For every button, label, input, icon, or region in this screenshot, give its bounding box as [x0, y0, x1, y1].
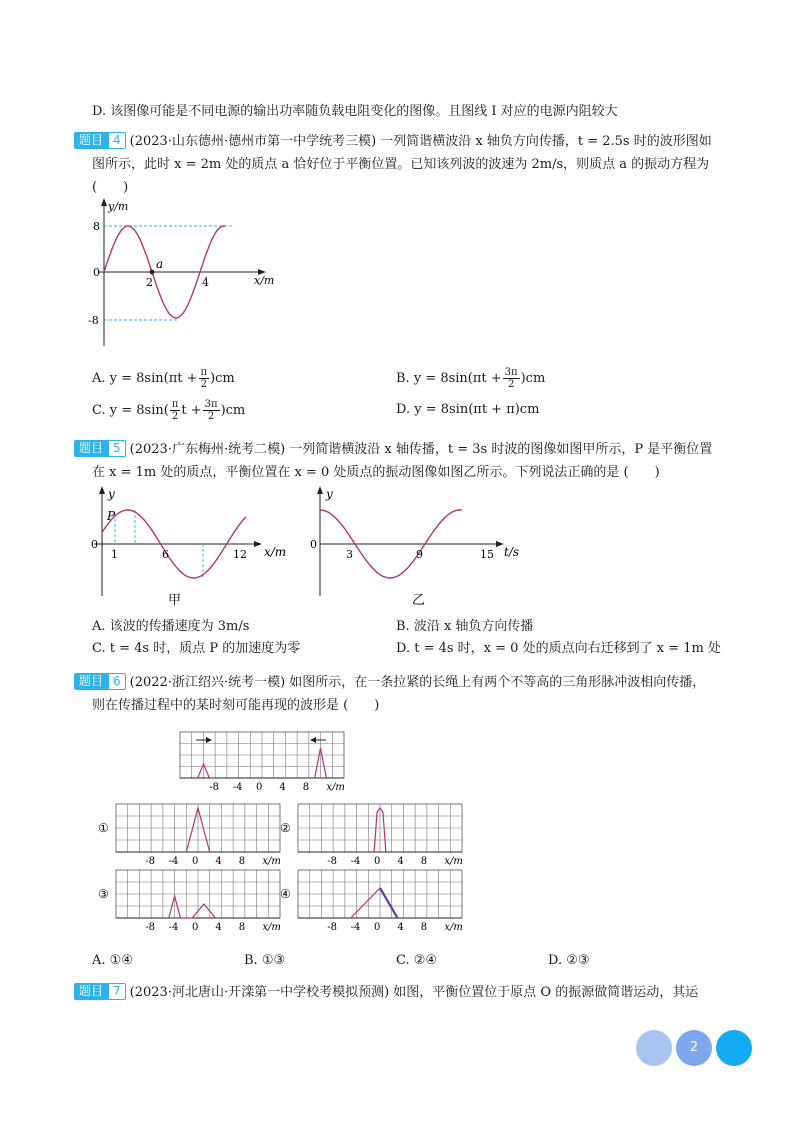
- svg-text:0: 0: [310, 538, 317, 551]
- q6-top-axis-label: x/m: [326, 782, 345, 793]
- q7-text1: (2023·河北唐山·开滦第一中学校考模拟预测) 如图，平衡位置位于原点 O 的振源做简谐运动，其运: [129, 985, 699, 1000]
- q4-point-a: [150, 270, 155, 275]
- q6-fig1-label: ①: [98, 821, 109, 835]
- svg-text:甲: 甲: [168, 593, 182, 608]
- q5-option-c[interactable]: C. t = 4s 时，质点 P 的加速度为零: [92, 641, 301, 656]
- q6-option-b[interactable]: B. ①③: [244, 953, 286, 968]
- q6-fig2-tick: 4: [397, 856, 404, 867]
- q5-tag: 题目 5: [74, 440, 126, 457]
- q4-tick-4: 4: [202, 276, 209, 289]
- q5-option-d[interactable]: D. t = 4s 时，x = 0 处的质点向右迁移到了 x = 1m 处: [396, 641, 721, 656]
- q4-option-b[interactable]: B. y = 8sin(πt + $\frac{3\pi}{2}$ )cm: [396, 367, 546, 390]
- svg-text:9: 9: [416, 548, 423, 561]
- svg-text:y: y: [326, 487, 333, 501]
- q6-text1: (2022·浙江绍兴·统考一模) 如图所示，在一条拉紧的长绳上有两个不等高的三角形脉冲波相向传播，: [129, 675, 706, 690]
- q6-fig1-tick: -8: [145, 856, 155, 867]
- q6-fig3-tick: 4: [215, 922, 222, 933]
- prev-option-d: D. 该图像可能是不同电源的输出功率随负载电阻变化的图像。且图线 I 对应的电源内阻较大: [92, 104, 618, 119]
- q6-option-d[interactable]: D. ②③: [548, 953, 590, 968]
- q6-fig2-label: ②: [280, 821, 291, 835]
- q6-fig3-tick: -4: [168, 922, 179, 933]
- q5-line1: [74, 441, 712, 459]
- q5-text1: (2023·广东梅州·统考二模) 一列简谐横波沿 x 轴传播，t = 3s 时波的图像如图甲所示，P 是平衡位置: [129, 442, 713, 457]
- q6-tag: 题目 6: [74, 673, 126, 690]
- q6-fig3-tick: 0: [192, 922, 199, 933]
- svg-text:P: P: [107, 509, 116, 523]
- q4-blank: ( ): [92, 180, 129, 195]
- q6-fig4-highlight: [380, 888, 398, 918]
- q6-line2: 则在传播过程中的某时刻可能再现的波形是 ( ): [92, 698, 380, 713]
- q6-fig2-tick: 0: [374, 856, 381, 867]
- q4-wave-graph: [84, 196, 284, 356]
- page-number: 2: [676, 1030, 712, 1066]
- q5-line2: 在 x = 1m 处的质点，平衡位置在 x = 0 处质点的振动图像如图乙所示。下列说法正确的是 ( ): [92, 465, 660, 480]
- q6-fig2-tick: -4: [350, 856, 361, 867]
- q6-fig4-tick: -8: [327, 922, 337, 933]
- q6-top-tick: 0: [256, 782, 263, 793]
- svg-text:t/s: t/s: [504, 545, 520, 559]
- q6-fig2-grid: [298, 804, 462, 852]
- q4-line1: [74, 133, 712, 151]
- q6-line1: [74, 674, 705, 692]
- page-indicator: [636, 1030, 752, 1066]
- q6-fig1-tick: 8: [238, 856, 246, 867]
- svg-text:3: 3: [346, 548, 353, 561]
- svg-text:y: y: [108, 487, 115, 501]
- q6-top-tick: 8: [302, 782, 310, 793]
- q4-option-a[interactable]: A. y = 8sin(πt + $\frac{\pi}{2}$ )cm: [92, 367, 235, 390]
- q6-fig1-tick: 0: [192, 856, 199, 867]
- q6-fig4-tick: 0: [374, 922, 381, 933]
- q6-fig3-label: ③: [98, 887, 109, 901]
- q6-fig1-tick: -4: [168, 856, 179, 867]
- q6-top-tick: -8: [209, 782, 219, 793]
- q6-top-tick: 4: [279, 782, 286, 793]
- q5-option-a[interactable]: A. 该波的传播速度为 3m/s: [92, 619, 250, 634]
- q4-tick-0: 0: [93, 266, 100, 279]
- q6-figures: [0, 726, 500, 936]
- q6-top-tick: -4: [232, 782, 243, 793]
- svg-text:1: 1: [111, 548, 118, 561]
- q6-fig4-label: ④: [280, 887, 291, 901]
- q6-fig2-axis-label: x/m: [444, 856, 463, 867]
- q4-y-label: y/m: [108, 200, 129, 213]
- q6-fig2-tick: -8: [327, 856, 337, 867]
- q6-fig4-tick: 8: [420, 922, 428, 933]
- q4-tick-2: 2: [146, 276, 153, 289]
- page-dot-left: [636, 1030, 672, 1066]
- q6-option-a[interactable]: A. ①④: [92, 953, 133, 968]
- q7-line1: [74, 984, 698, 1002]
- svg-text:6: 6: [162, 548, 169, 561]
- q4-tick-neg8: -8: [88, 314, 99, 327]
- q6-fig1-grid: [116, 804, 280, 852]
- q6-option-c[interactable]: C. ②④: [396, 953, 438, 968]
- q4-option-d[interactable]: D. y = 8sin(πt + π)cm: [396, 402, 540, 417]
- svg-text:15: 15: [480, 548, 494, 561]
- q6-fig3-axis-label: x/m: [262, 922, 281, 933]
- svg-text:12: 12: [233, 548, 247, 561]
- svg-text:乙: 乙: [412, 593, 426, 608]
- q4-text1: (2023·山东德州·德州市第一中学统考三模) 一列简谐横波沿 x 轴负方向传播，t = 2.5s 时的波形图如: [129, 134, 712, 149]
- q6-fig4-pulse: [351, 888, 398, 918]
- q6-fig1-axis-label: x/m: [262, 856, 281, 867]
- page-dot-right: [716, 1030, 752, 1066]
- q4-option-c[interactable]: C. y = 8sin( $\frac{\pi}{2}$ t + $\frac{3\pi}{2}$ )cm: [92, 399, 246, 422]
- q4-tick-8: 8: [93, 220, 100, 233]
- q6-fig3-tick: 8: [238, 922, 246, 933]
- q5-jia-graph: [88, 484, 298, 610]
- q4-label-a: a: [156, 257, 164, 271]
- q6-fig4-tick: -4: [350, 922, 361, 933]
- q4-tag: 题目 4: [74, 132, 126, 149]
- q6-fig3-pulse: [169, 896, 216, 918]
- svg-text:x/m: x/m: [264, 545, 287, 559]
- svg-text:0: 0: [91, 538, 98, 551]
- q6-fig4-grid: [298, 870, 462, 918]
- q6-fig4-tick: 4: [397, 922, 404, 933]
- q6-fig3-tick: -8: [145, 922, 155, 933]
- q5-option-b[interactable]: B. 波沿 x 轴负方向传播: [396, 619, 534, 634]
- q6-fig1-tick: 4: [215, 856, 222, 867]
- q6-fig2-tick: 8: [420, 856, 428, 867]
- q4-line2: 图所示，此时 x = 2m 处的质点 a 恰好位于平衡位置。已知该列波的波速为 2m/s，则质点 a 的振动方程为: [92, 157, 710, 172]
- q5-yi-graph: [310, 484, 520, 610]
- q4-x-label: x/m: [254, 274, 275, 287]
- q6-fig4-axis-label: x/m: [444, 922, 463, 933]
- q7-tag: 题目 7: [74, 983, 126, 1000]
